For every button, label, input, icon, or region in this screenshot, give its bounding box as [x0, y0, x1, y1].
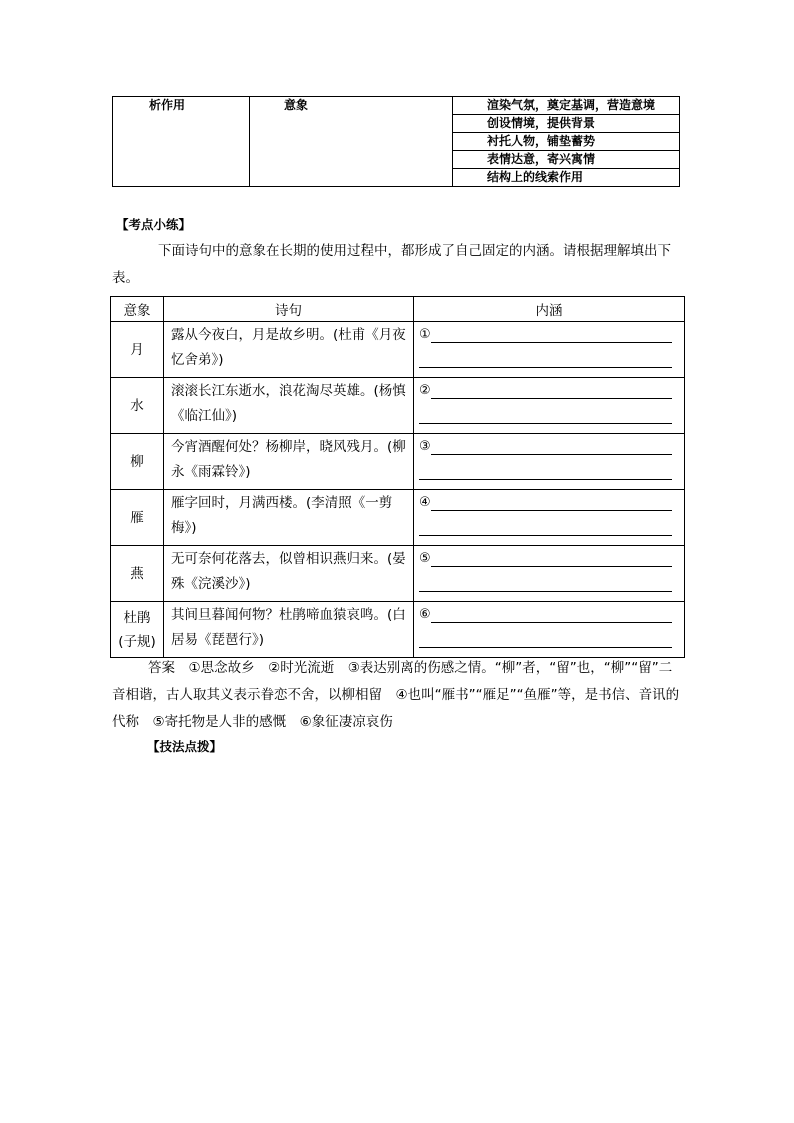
imagery-cell: 燕 [111, 546, 164, 602]
exercise-intro: 下面诗句中的意象在长期的使用过程中，都形成了自己固定的内涵。请根据理解填出下表。 [112, 243, 671, 286]
answer-blank[interactable] [414, 602, 685, 658]
poem-cell: 雁字回时，月满西楼。(李清照《一剪梅》) [164, 490, 414, 546]
blank-number: ③ [419, 439, 431, 454]
blank-number: ④ [419, 495, 431, 510]
blank-number: ⑥ [419, 607, 431, 622]
table-row [111, 546, 685, 602]
function-item: 衬托人物，铺垫蓄势 [453, 133, 680, 151]
poem-cell: 露从今夜白，月是故乡明。(杜甫《月夜忆舍弟》) [164, 322, 414, 378]
function-item: 结构上的线索作用 [453, 169, 680, 187]
answer-blank[interactable] [414, 434, 685, 490]
imagery-cell: 雁 [111, 490, 164, 546]
function-label: 析作用 [113, 97, 250, 187]
table-row [111, 322, 685, 378]
function-item: 表情达意，寄兴寓情 [453, 151, 680, 169]
function-table [112, 96, 680, 187]
section-heading: 【考点小练】 [116, 217, 192, 232]
blank-number: ① [419, 327, 431, 342]
poem-cell: 无可奈何花落去，似曾相识燕归来。(晏殊《浣溪沙》) [164, 546, 414, 602]
function-item: 渲染气氛，奠定基调，营造意境 [453, 97, 680, 115]
tips-heading: 【技法点拨】 [147, 739, 223, 754]
answer-blank[interactable] [414, 546, 685, 602]
imagery-cell: 杜鹃 (子规) [111, 602, 164, 658]
header-meaning: 内涵 [414, 297, 685, 322]
table-row [111, 434, 685, 490]
answer-label: 答案 [148, 660, 175, 676]
imagery-label: 意象 [250, 97, 453, 187]
poem-cell: 其间旦暮闻何物？杜鹃啼血猿哀鸣。(白居易《琵琶行》) [164, 602, 414, 658]
imagery-cell: 柳 [111, 434, 164, 490]
answer-paragraph [112, 655, 684, 736]
header-imagery: 意象 [111, 297, 164, 322]
answer-blank[interactable] [414, 322, 685, 378]
blank-number: ⑤ [419, 551, 431, 566]
function-item: 创设情境，提供背景 [453, 115, 680, 133]
poem-cell: 今宵酒醒何处？杨柳岸，晓风残月。(柳永《雨霖铃》) [164, 434, 414, 490]
header-poem: 诗句 [164, 297, 414, 322]
poem-cell: 滚滚长江东逝水，浪花淘尽英雄。(杨慎《临江仙》) [164, 378, 414, 434]
imagery-table [110, 296, 685, 658]
table-row [111, 602, 685, 658]
table-row [111, 378, 685, 434]
answer-text: ①思念故乡 ②时光流逝 ③表达别离的伤感之情。“柳”者，“留”也，“柳”“留”二音相谐，古人取其义表示眷恋不舍，以柳相留 ④也叫“雁书”“雁足”“鱼雁”等，是书信、音讯的代称 ⑤寄托物是人非的感慨 ⑥象征凄凉哀伤 [112, 660, 680, 730]
table-row [111, 490, 685, 546]
blank-number: ② [419, 383, 431, 398]
answer-blank[interactable] [414, 378, 685, 434]
answer-blank[interactable] [414, 490, 685, 546]
imagery-cell: 水 [111, 378, 164, 434]
imagery-cell: 月 [111, 322, 164, 378]
